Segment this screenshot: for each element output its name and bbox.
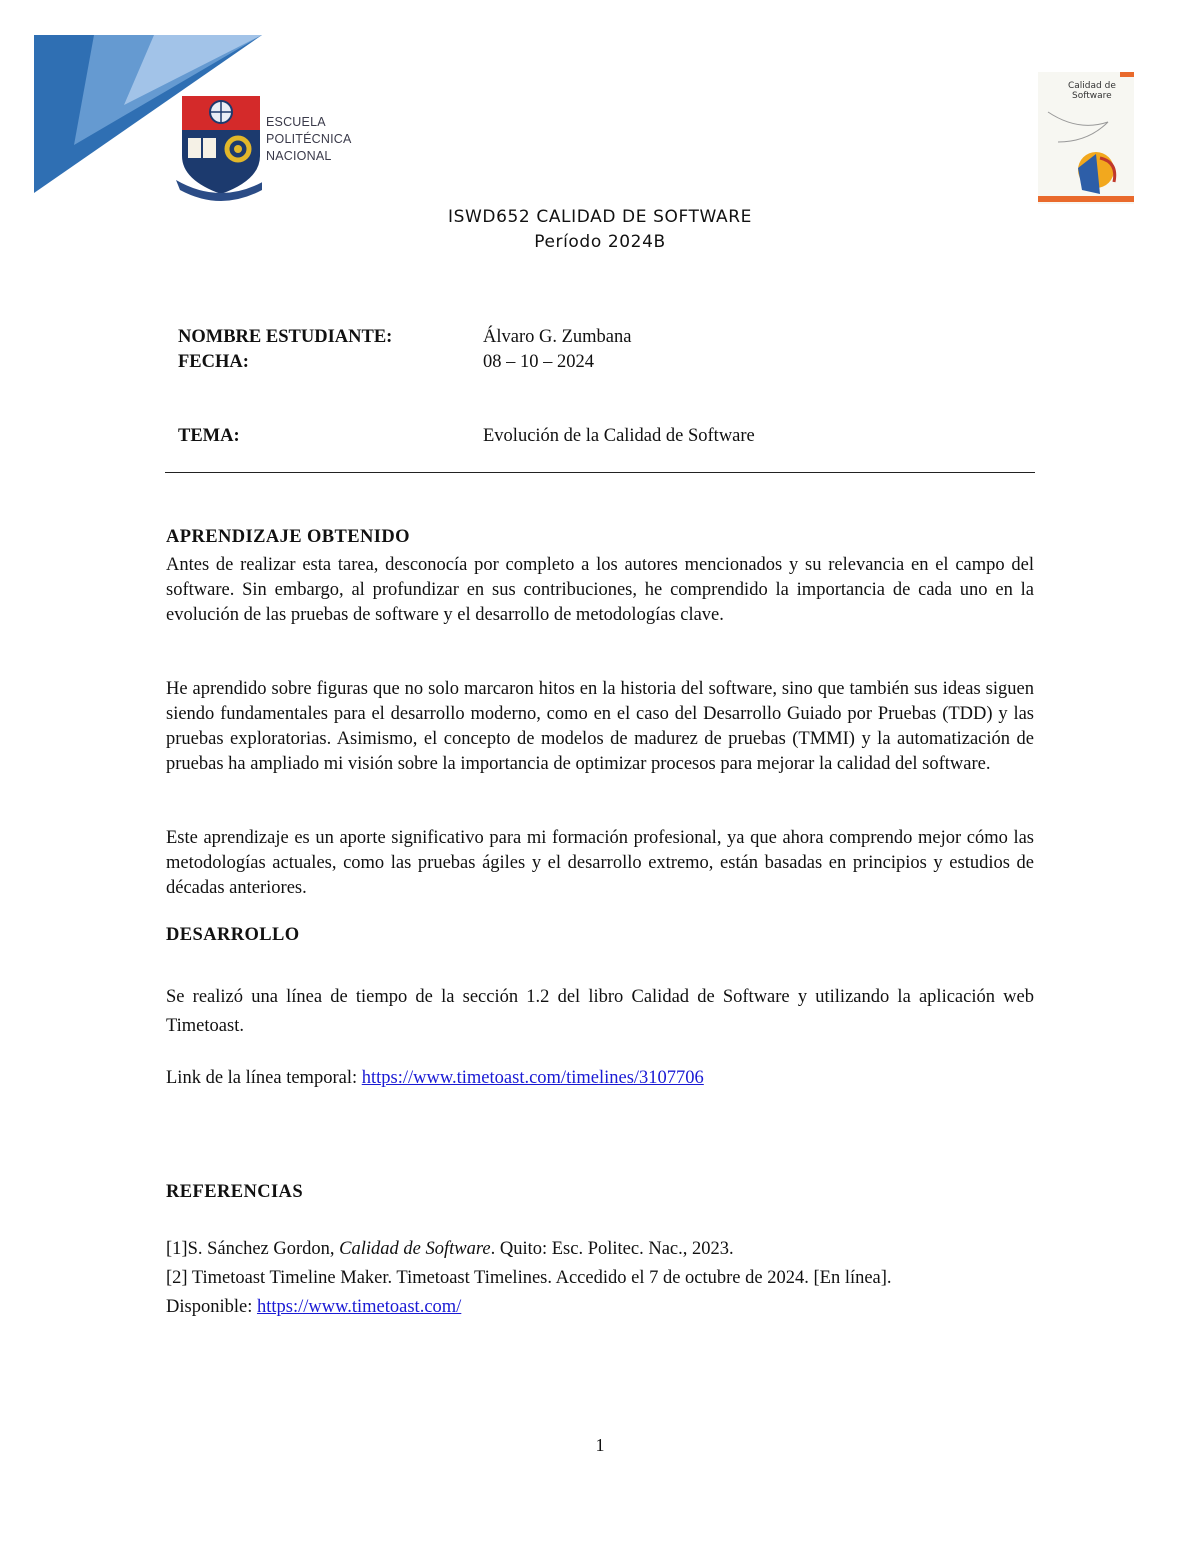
- student-label: NOMBRE ESTUDIANTE:: [178, 327, 393, 347]
- timeline-link-prefix: Link de la línea temporal:: [166, 1068, 362, 1088]
- svg-text:Software: Software: [1072, 91, 1112, 101]
- topic-value: Evolución de la Calidad de Software: [483, 426, 755, 446]
- learning-heading: APRENDIZAJE OBTENIDO: [166, 527, 410, 547]
- reference-2-available-label: Disponible:: [166, 1297, 257, 1317]
- reference-2-link[interactable]: https://www.timetoast.com/: [256, 1297, 462, 1317]
- timeline-link-line: [166, 1068, 704, 1089]
- page-number: 1: [595, 1435, 605, 1455]
- reference-2-availability: [166, 1297, 461, 1318]
- development-heading: DESARROLLO: [166, 925, 300, 945]
- reference-1: [166, 1239, 734, 1260]
- date-label: FECHA:: [178, 352, 249, 372]
- learning-paragraph-1: Antes de realizar esta tarea, desconocía por completo a los autores mencionados y su relevancia en el campo del software. Sin embargo, al profundizar en sus contribuciones, he comprendido la importancia de cada uno en la evolución de las pruebas de software y el desarrollo de metodologías clave.: [166, 555, 1034, 625]
- reference-1-author: S. Sánchez Gordon,: [187, 1239, 340, 1259]
- reference-1-number: [1]: [166, 1239, 188, 1259]
- student-value: Álvaro G. Zumbana: [483, 327, 632, 347]
- period: Período 2024B: [534, 232, 666, 252]
- institution-name: ESCUELA POLITÉCNICA NACIONAL: [266, 115, 352, 163]
- development-paragraph: Se realizó una línea de tiempo de la sección 1.2 del libro Calidad de Software y utilizando la aplicación web Timetoast.: [166, 987, 1034, 1036]
- shield-emblem-icon: [176, 94, 262, 202]
- svg-text:Calidad de: Calidad de: [1068, 81, 1116, 91]
- reference-1-rest: . Quito: Esc. Politec. Nac., 2023.: [490, 1239, 734, 1259]
- date-value: 08 – 10 – 2024: [483, 352, 594, 372]
- timeline-link[interactable]: https://www.timetoast.com/timelines/3107706: [361, 1068, 704, 1088]
- book-cover-image: [1038, 72, 1134, 204]
- course-title: ISWD652 CALIDAD DE SOFTWARE: [448, 207, 752, 227]
- divider: [165, 472, 1035, 473]
- topic-label: TEMA:: [178, 426, 240, 446]
- learning-paragraph-3: Este aprendizaje es un aporte significativo para mi formación profesional, ya que ahora comprendo mejor cómo las metodologías actuales, como las pruebas ágiles y el desarrollo extremo, están basadas en principios y estudios de décadas anteriores.: [166, 828, 1034, 898]
- references-heading: REFERENCIAS: [166, 1182, 304, 1202]
- reference-2: [2] Timetoast Timeline Maker. Timetoast Timelines. Accedido el 7 de octubre de 2024. [En línea].: [166, 1268, 892, 1288]
- institution-logo: [176, 94, 366, 202]
- learning-paragraph-2: He aprendido sobre figuras que no solo marcaron hitos en la historia del software, sino que también sus ideas siguen siendo fundamentales para el desarrollo moderno, como en el caso del Desarrollo Guiado por Pruebas (TDD) y las pruebas exploratorias. Asimismo, el concepto de modelos de madurez de pruebas (TMMI) y la automatización de pruebas ha ampliado mi visión sobre la importancia de optimizar procesos para mejorar la calidad del software.: [166, 679, 1034, 774]
- reference-1-title: Calidad de Software: [339, 1239, 491, 1259]
